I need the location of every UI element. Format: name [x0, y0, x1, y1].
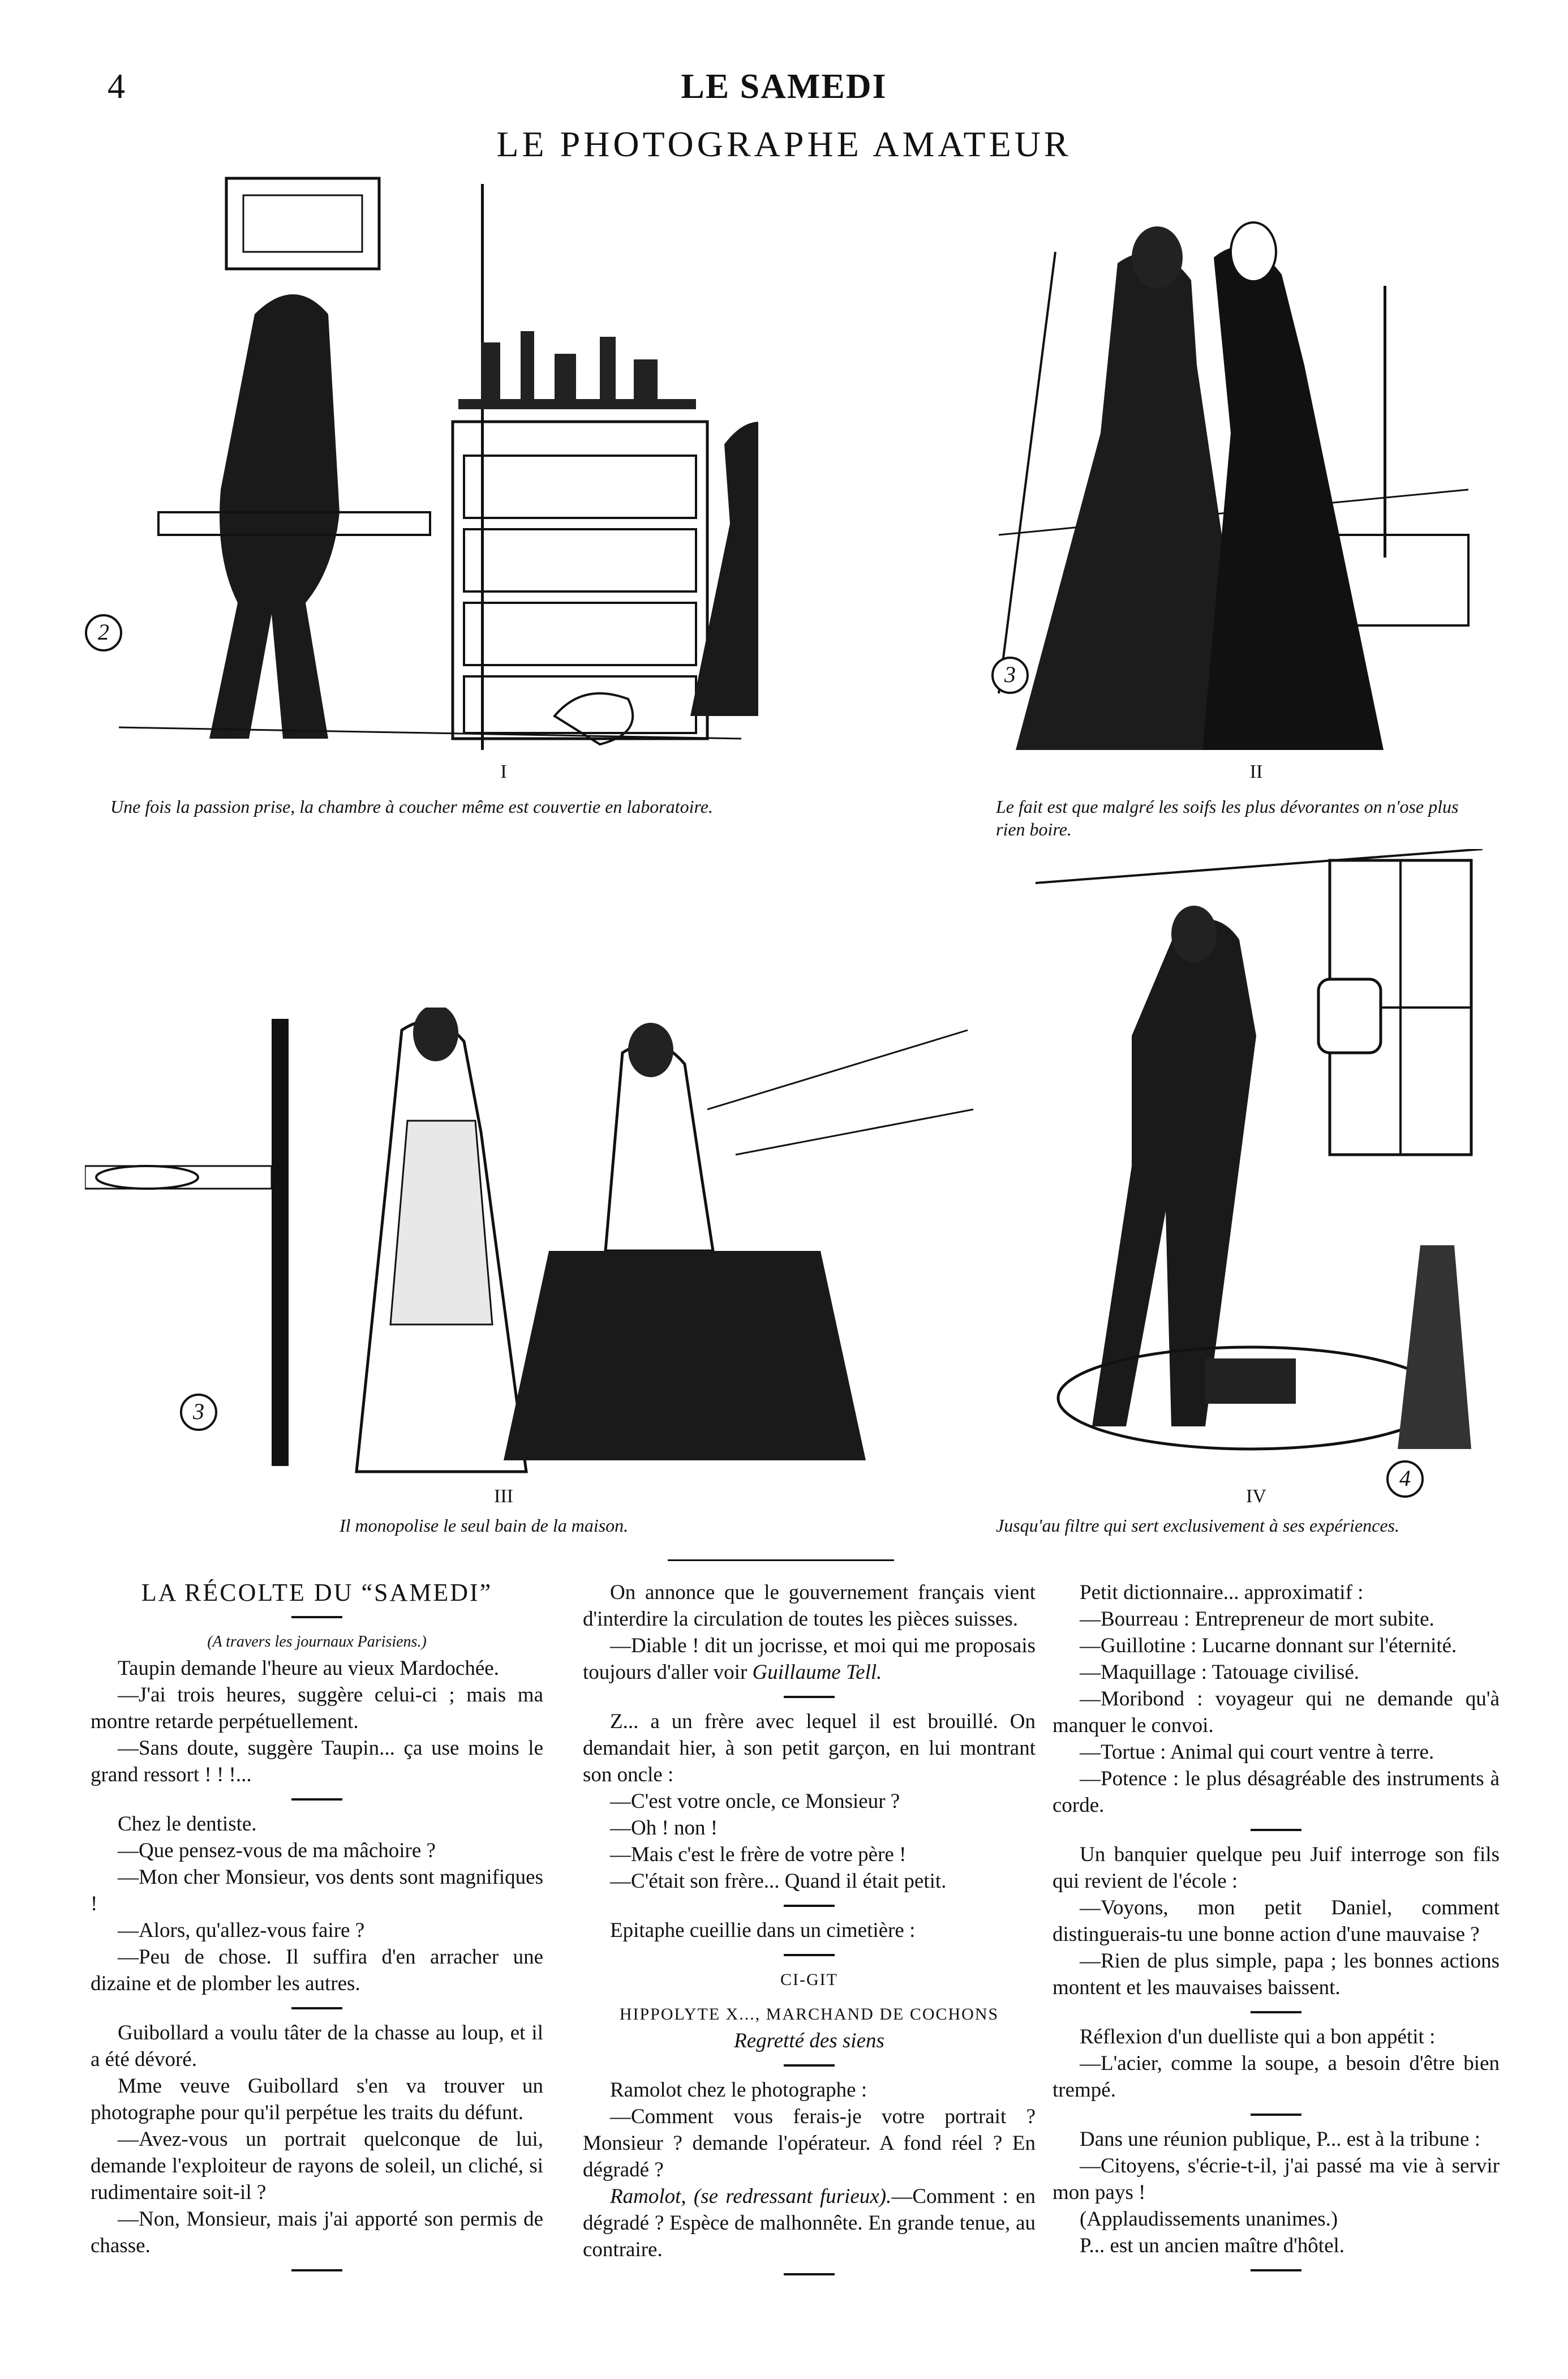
rule [1251, 2011, 1301, 2013]
paragraph: Z... a un frère avec lequel il est brouillé. On demandait hier, à son petit garçon, en lui montrant son oncle : [583, 1710, 1036, 1786]
column-2 [583, 1579, 1036, 2286]
column-3 [1053, 1579, 1500, 2282]
paragraph: —Potence : le plus désagréable des instruments à corde. [1053, 1767, 1500, 1817]
column-1 [91, 1579, 543, 2282]
rule [784, 1696, 835, 1698]
column-heading: LA RÉCOLTE DU “SAMEDI” [141, 1579, 493, 1606]
paragraph: Ramolot chez le photographe : [610, 2078, 867, 2102]
paragraph: Chez le dentiste. [118, 1812, 257, 1836]
paragraph: —Peu de chose. Il suffira d'en arracher une dizaine et de plomber les autres. [91, 1945, 543, 1995]
paragraph [583, 2183, 1036, 2263]
epitaph-line: HIPPOLYTE X..., MARCHAND DE COCHONS [619, 2005, 999, 2024]
bedroom-laboratory-illustration [91, 173, 758, 758]
bath-monopoly-illustration [85, 1008, 979, 1477]
panel-caption-4: Jusqu'au filtre qui sert exclusivement à ses expériences. [996, 1515, 1399, 1536]
paragraph: —Maquillage : Tatouage civilisé. [1080, 1661, 1360, 1684]
paragraph: Taupin demande l'heure au vieux Mardochée. [118, 1657, 499, 1680]
paragraph: —C'était son frère... Quand il était petit. [610, 1870, 947, 1893]
rule [1251, 2269, 1301, 2271]
rule [784, 2273, 835, 2275]
paragraph: Dans une réunion publique, P... est à la tribune : [1080, 2128, 1481, 2151]
section-divider [668, 1559, 894, 1561]
epitaph-line: CI-GIT [780, 1970, 838, 1989]
paragraph: Epitaphe cueillie dans un cimetière : [610, 1919, 916, 1942]
panel-caption-2: Le fait est que malgré les soifs les plus dévorantes on n'ose plus rien boire. [996, 796, 1459, 839]
paragraph-text: —Diable ! dit un jocrisse, et moi qui me proposais toujours d'aller voir [583, 1634, 1036, 1684]
panel-numeral-2: II [1249, 761, 1263, 782]
rule [784, 2064, 835, 2067]
panel-caption-3: Il monopolise le seul bain de la maison. [340, 1515, 629, 1536]
paragraph: —Moribond : voyageur qui ne demande qu'à manquer le convoi. [1053, 1687, 1500, 1737]
illustration-panel-2 [987, 195, 1480, 758]
paragraph: On annonce que le gouvernement français vient d'interdire la circulation de toutes les pièces suisses. [583, 1581, 1036, 1631]
rule [291, 2269, 342, 2271]
paragraph: —Comment vous ferais-je votre portrait ? Monsieur ? demande l'opérateur. A fond réel ? En dégradé ? [583, 2105, 1036, 2181]
paragraph: —Alors, qu'allez-vous faire ? [118, 1919, 365, 1942]
paragraph: —Rien de plus simple, papa ; les bonnes actions montent et les mauvaises baissent. [1053, 1949, 1500, 1999]
paragraph: —Voyons, mon petit Daniel, comment distinguerais-tu une bonne action d'une mauvaise ? [1053, 1896, 1500, 1946]
paragraph: —Mais c'est le frère de votre père ! [610, 1843, 907, 1866]
paragraph: —C'est votre oncle, ce Monsieur ? [610, 1790, 900, 1813]
paragraph: —J'ai trois heures, suggère celui-ci ; mais ma montre retarde perpétuellement. [91, 1683, 543, 1733]
paragraph: —Mon cher Monsieur, vos dents sont magnifiques ! [91, 1866, 543, 1915]
paragraph: —Sans doute, suggère Taupin... ça use moins le grand ressort ! ! !... [91, 1737, 543, 1786]
panel-numeral-3: III [494, 1486, 513, 1507]
journal-title: LE SAMEDI [681, 67, 887, 106]
rule [784, 1954, 835, 1956]
panel-marker: 2 [85, 614, 122, 651]
panel-marker: 3 [991, 657, 1029, 694]
rule [291, 1798, 342, 1801]
panel-marker: 3 [180, 1394, 217, 1431]
paragraph: Guibollard a voulu tâter de la chasse au loup, et il a été dévoré. [91, 2021, 543, 2071]
paragraph: —Avez-vous un portrait quelconque de lui, demande l'exploiteur de rayons de soleil, un cliché, si rudimentaire soit-il ? [91, 2128, 543, 2204]
panel-numeral-1: I [500, 761, 507, 782]
panel-marker: 4 [1386, 1460, 1424, 1498]
feature-title: LE PHOTOGRAPHE AMATEUR [496, 124, 1072, 164]
rule [291, 2007, 342, 2009]
paragraph: Un banquier quelque peu Juif interroge son fils qui revient de l'école : [1053, 1843, 1500, 1893]
illustration-panel-1 [91, 173, 758, 758]
photographer-filter-illustration [1036, 849, 1483, 1483]
paragraph: —Que pensez-vous de ma mâchoire ? [118, 1839, 436, 1862]
panel-numeral-4: IV [1246, 1486, 1266, 1507]
page-number: 4 [108, 67, 125, 106]
epitaph-line: Regretté des siens [734, 2029, 884, 2052]
paragraph: —Oh ! non ! [610, 1816, 718, 1840]
paragraph-italic: Guillaume Tell. [752, 1661, 882, 1684]
paragraph: —Tortue : Animal qui court ventre à terre. [1080, 1741, 1434, 1764]
paragraph: Petit dictionnaire... approximatif : [1080, 1581, 1364, 1604]
paragraph: —Citoyens, s'écrie-t-il, j'ai passé ma vie à servir mon pays ! [1053, 2154, 1500, 2204]
paragraph: —L'acier, comme la soupe, a besoin d'être bien trempé. [1053, 2052, 1500, 2102]
paragraph: (Applaudissements unanimes.) [1080, 2207, 1338, 2231]
paragraph: —Bourreau : Entrepreneur de mort subite. [1080, 1608, 1434, 1631]
rule [1251, 2114, 1301, 2116]
rule [1251, 1829, 1301, 1831]
column-subtitle: (A travers les journaux Parisiens.) [207, 1633, 427, 1651]
panel-caption-1: Une fois la passion prise, la chambre à coucher même est couvertie en laboratoire. [110, 796, 713, 817]
paragraph: P... est un ancien maître d'hôtel. [1080, 2234, 1345, 2257]
paragraph-italic: Ramolot, (se redressant furieux). [610, 2185, 892, 2208]
paragraph: —Non, Monsieur, mais j'ai apporté son permis de chasse. [91, 2207, 543, 2257]
paragraph: —Guillotine : Lucarne donnant sur l'éternité. [1080, 1634, 1457, 1657]
two-women-illustration [987, 195, 1480, 758]
paragraph-text: —Comment : en dégradé ? Espèce de malhonnête. En grande tenue, au contraire. [583, 2185, 1036, 2261]
paragraph [583, 1632, 1036, 1686]
rule [291, 1616, 342, 1618]
paragraph: Mme veuve Guibollard s'en va trouver un photographe pour qu'il perpétue les traits du défunt. [91, 2074, 543, 2124]
illustration-panel-4 [1036, 849, 1483, 1483]
rule [784, 1905, 835, 1907]
illustration-panel-3 [85, 1008, 979, 1477]
paragraph: Réflexion d'un duelliste qui a bon appétit : [1080, 2025, 1436, 2048]
